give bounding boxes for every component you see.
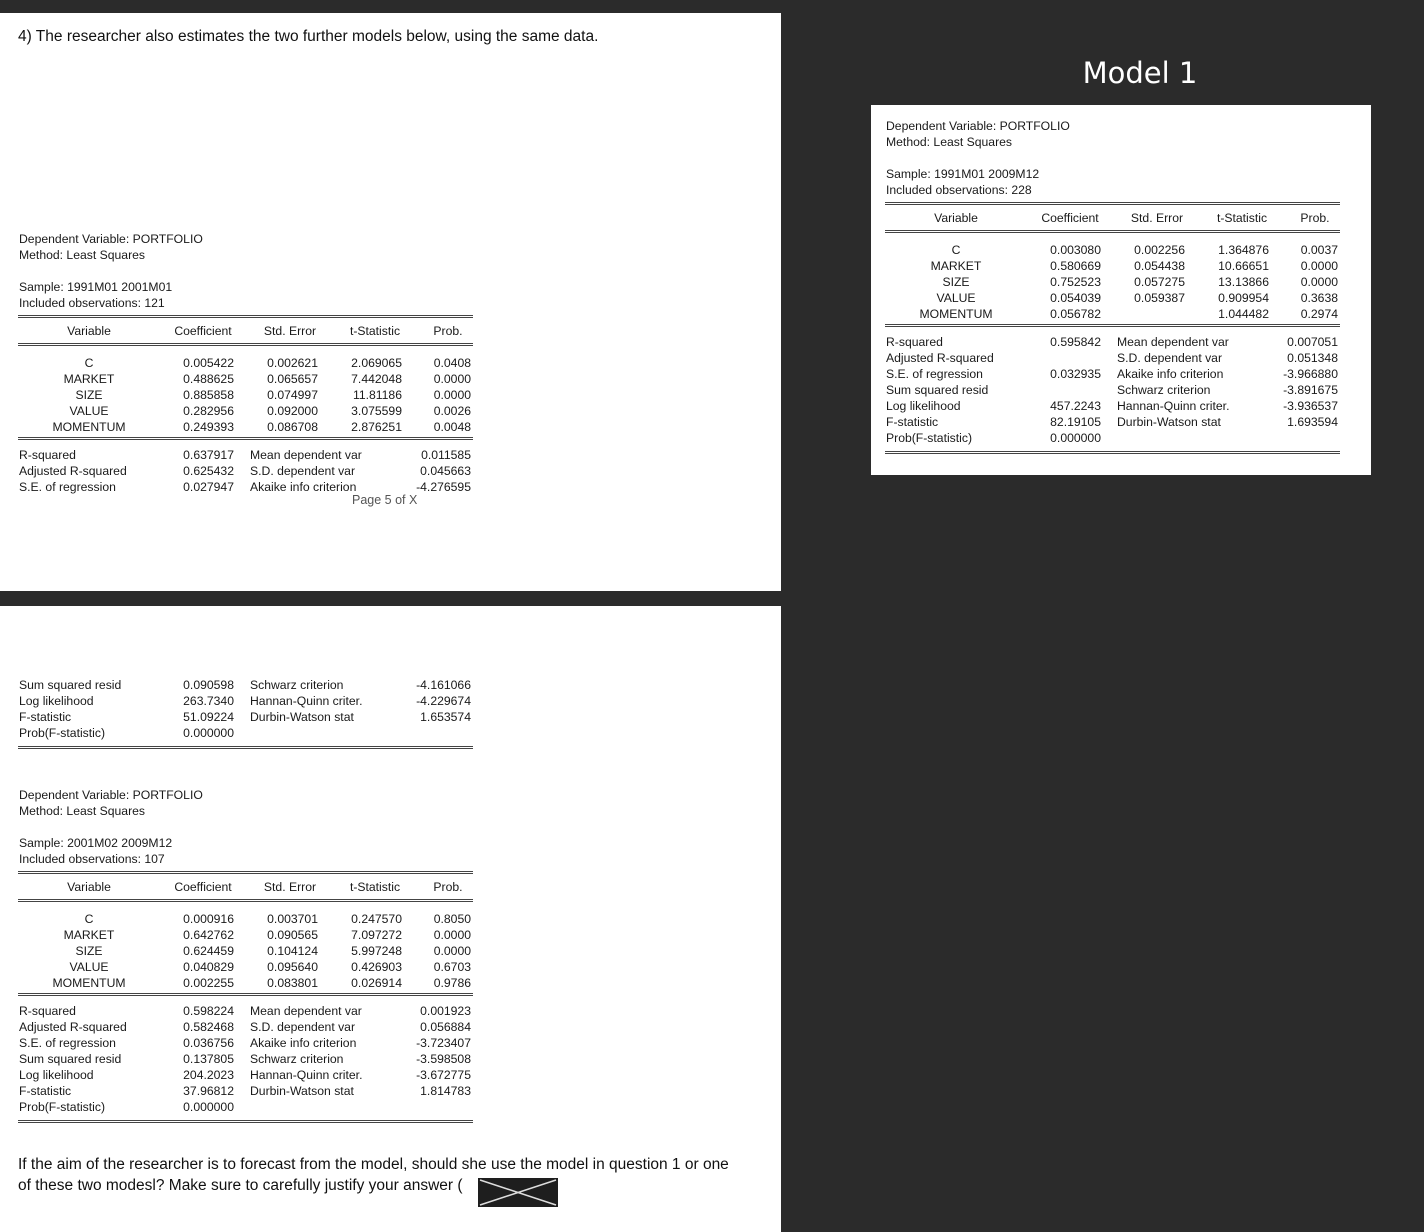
question-text-line-2: of these two modesl? Make sure to carefully justify your answer ( (18, 1177, 463, 1194)
model1-cell-t-statistic: 1.044482 (1218, 307, 1269, 321)
reg1-bottom-rule (18, 746, 473, 749)
model1-cell-std-error: 0.054438 (1134, 259, 1185, 273)
reg2-cell-coefficient: 0.040829 (183, 960, 234, 974)
model1-header-coefficient: Coefficient (1041, 211, 1099, 225)
reg2-stat-label: Log likelihood (19, 1068, 94, 1082)
reg2-stat2-value: 0.001923 (420, 1004, 471, 1018)
reg1-cell-coefficient: 0.885858 (183, 388, 234, 402)
reg1-header-t-statistic: t-Statistic (349, 324, 401, 338)
reg2-body-rule (18, 993, 473, 996)
reg1-cont-stat2-value: -4.229674 (416, 694, 471, 708)
reg1-cont-stat-value: 51.09224 (183, 710, 234, 724)
model1-cell-prob: 0.3638 (1300, 291, 1338, 305)
reg2-method: Method: Least Squares (19, 804, 146, 818)
reg1-header-coefficient: Coefficient (174, 324, 232, 338)
model1-stat-label: R-squared (886, 335, 943, 349)
reg1-stat-label: S.E. of regression (19, 480, 116, 494)
reg2-cell-std-error: 0.095640 (267, 960, 318, 974)
reg2-header-t-statistic: t-Statistic (349, 880, 401, 894)
reg1-stat2-label: Mean dependent var (250, 448, 362, 462)
reg1-header-variable: Variable (67, 324, 111, 338)
reg2-cell-std-error: 0.090565 (267, 928, 318, 942)
reg2-cell-prob: 0.0000 (433, 928, 471, 942)
model1-stat2-label: Schwarz criterion (1117, 383, 1211, 397)
reg1-row-variable: C (84, 356, 94, 370)
reg2-top-rule (18, 871, 473, 874)
model1-header-rule (885, 230, 1340, 233)
reg1-cont-stat2-label: Schwarz criterion (250, 678, 344, 692)
reg2-stat2-label: Akaike info criterion (250, 1036, 357, 1050)
reg2-stat2-label: Mean dependent var (250, 1004, 362, 1018)
reg2-stat-label: F-statistic (19, 1084, 72, 1098)
model1-stat-label: Log likelihood (886, 399, 961, 413)
model1-stat-label: F-statistic (886, 415, 939, 429)
model1-cell-t-statistic: 0.909954 (1218, 291, 1269, 305)
reg1-row-variable: SIZE (75, 388, 103, 402)
reg2-stat-value: 0.036756 (183, 1036, 234, 1050)
reg1-cell-coefficient: 0.488625 (183, 372, 234, 386)
model1-stat-label: Sum squared resid (886, 383, 989, 397)
reg2-dependent-variable: Dependent Variable: PORTFOLIO (19, 788, 203, 802)
reg2-bottom-rule (18, 1120, 473, 1123)
reg2-cell-prob: 0.0000 (433, 944, 471, 958)
reg2-stat-value: 0.000000 (183, 1100, 234, 1114)
model1-top-rule (885, 202, 1340, 205)
reg2-cell-t-statistic: 7.097272 (351, 928, 402, 942)
reg1-cell-std-error: 0.065657 (267, 372, 318, 386)
model1-header-t-statistic: t-Statistic (1216, 211, 1268, 225)
reg1-cell-t-statistic: 7.442048 (351, 372, 402, 386)
reg1-stat2-label: S.D. dependent var (250, 464, 356, 478)
model1-stat-label: S.E. of regression (886, 367, 983, 381)
model1-stat-value: 457.2243 (1050, 399, 1101, 413)
reg2-stat-value: 204.2023 (183, 1068, 234, 1082)
reg1-cont-stat2-value: -4.161066 (416, 678, 471, 692)
reg1-cell-std-error: 0.092000 (267, 404, 318, 418)
reg1-cell-t-statistic: 2.069065 (351, 356, 402, 370)
reg1-sample: Sample: 1991M01 2001M01 (19, 280, 173, 294)
reg2-cell-t-statistic: 5.997248 (351, 944, 402, 958)
reg2-header-prob: Prob. (433, 880, 463, 894)
page-footer: Page 5 of X (352, 493, 418, 507)
reg1-cont-stat-value: 0.000000 (183, 726, 234, 740)
model1-cell-prob: 0.0000 (1300, 259, 1338, 273)
model1-cell-prob: 0.0000 (1300, 275, 1338, 289)
reg2-cell-prob: 0.9786 (433, 976, 471, 990)
reg1-stat2-value: 0.045663 (420, 464, 471, 478)
model1-stat2-label: Akaike info criterion (1117, 367, 1224, 381)
model1-sample: Sample: 1991M01 2009M12 (886, 167, 1040, 181)
reg1-header-rule (18, 343, 473, 346)
reg1-cont-stat-label: Sum squared resid (19, 678, 122, 692)
reg2-cell-t-statistic: 0.247570 (351, 912, 402, 926)
model1-cell-std-error: 0.002256 (1134, 243, 1185, 257)
model1-body-rule (885, 324, 1340, 327)
model1-header-std-error: Std. Error (1130, 211, 1184, 225)
reg2-stat2-label: Schwarz criterion (250, 1052, 344, 1066)
model1-stat2-label: Hannan-Quinn criter. (1117, 399, 1230, 413)
model1-stat2-value: -3.891675 (1283, 383, 1338, 397)
reg2-cell-coefficient: 0.002255 (183, 976, 234, 990)
reg1-dependent-variable: Dependent Variable: PORTFOLIO (19, 232, 203, 246)
reg1-stat-value: 0.625432 (183, 464, 234, 478)
reg2-cell-coefficient: 0.000916 (183, 912, 234, 926)
reg2-stat2-value: 1.814783 (420, 1084, 471, 1098)
reg2-cell-t-statistic: 0.426903 (351, 960, 402, 974)
reg2-stat2-label: Durbin-Watson stat (250, 1084, 354, 1098)
reg1-header-prob: Prob. (433, 324, 463, 338)
model1-stat2-label: Durbin-Watson stat (1117, 415, 1221, 429)
reg1-body-rule (18, 437, 473, 440)
reg1-cell-std-error: 0.002621 (267, 356, 318, 370)
reg2-stat-label: R-squared (19, 1004, 76, 1018)
reg1-stat2-label: Akaike info criterion (250, 480, 357, 494)
reg1-cont-stat2-label: Hannan-Quinn criter. (250, 694, 363, 708)
model1-stat-label: Adjusted R-squared (886, 351, 994, 365)
reg2-cell-std-error: 0.083801 (267, 976, 318, 990)
reg2-header-std-error: Std. Error (263, 880, 317, 894)
reg2-stat2-value: 0.056884 (420, 1020, 471, 1034)
reg2-row-variable: C (84, 912, 94, 926)
reg1-cell-t-statistic: 2.876251 (351, 420, 402, 434)
reg2-row-variable: MARKET (63, 928, 115, 942)
reg2-observations: Included observations: 107 (19, 852, 165, 866)
reg2-header-coefficient: Coefficient (174, 880, 232, 894)
reg1-observations: Included observations: 121 (19, 296, 165, 310)
reg1-row-variable: MARKET (63, 372, 115, 386)
model1-header-prob: Prob. (1300, 211, 1330, 225)
model1-cell-prob: 0.2974 (1300, 307, 1338, 321)
reg1-row-variable: MOMENTUM (52, 420, 126, 434)
reg1-cell-coefficient: 0.249393 (183, 420, 234, 434)
reg1-cell-coefficient: 0.005422 (183, 356, 234, 370)
model1-method: Method: Least Squares (886, 135, 1013, 149)
model1-row-variable: SIZE (942, 275, 970, 289)
reg2-stat2-value: -3.723407 (416, 1036, 471, 1050)
reg2-stat-label: Prob(F-statistic) (19, 1100, 105, 1114)
reg2-stat-value: 0.137805 (183, 1052, 234, 1066)
reg1-cell-t-statistic: 3.075599 (351, 404, 402, 418)
reg2-cell-t-statistic: 0.026914 (351, 976, 402, 990)
model1-cell-t-statistic: 13.13866 (1218, 275, 1269, 289)
reg2-cell-std-error: 0.003701 (267, 912, 318, 926)
reg2-cell-prob: 0.8050 (433, 912, 471, 926)
reg1-row-variable: VALUE (69, 404, 109, 418)
model1-stat2-value: -3.936537 (1283, 399, 1338, 413)
model1-stat2-value: 1.693594 (1287, 415, 1338, 429)
model1-header-variable: Variable (934, 211, 978, 225)
reg2-stat-label: Sum squared resid (19, 1052, 122, 1066)
reg1-cont-stat2-value: 1.653574 (420, 710, 471, 724)
reg1-stat-value: 0.027947 (183, 480, 234, 494)
model1-cell-t-statistic: 1.364876 (1218, 243, 1269, 257)
model1-cell-prob: 0.0037 (1300, 243, 1338, 257)
model1-observations: Included observations: 228 (886, 183, 1032, 197)
reg2-stat-label: Adjusted R-squared (19, 1020, 127, 1034)
model1-cell-t-statistic: 10.66651 (1218, 259, 1269, 273)
reg1-cont-stat-value: 263.7340 (183, 694, 234, 708)
model1-stat2-value: -3.966880 (1283, 367, 1338, 381)
reg2-stat2-value: -3.598508 (416, 1052, 471, 1066)
model1-bottom-rule (885, 451, 1340, 454)
reg1-cont-stat-label: Prob(F-statistic) (19, 726, 105, 740)
model1-stat2-value: 0.007051 (1287, 335, 1338, 349)
reg2-cell-std-error: 0.104124 (267, 944, 318, 958)
model1-row-variable: VALUE (936, 291, 976, 305)
model1-stat-label: Prob(F-statistic) (886, 431, 972, 445)
redaction-box (478, 1178, 558, 1207)
model1-dependent-variable: Dependent Variable: PORTFOLIO (886, 119, 1070, 133)
question-text-line-1: If the aim of the researcher is to forecast from the model, should she use the model in question 1 or one (18, 1156, 729, 1173)
reg1-top-rule (18, 315, 473, 318)
reg1-cont-stat2-label: Durbin-Watson stat (250, 710, 354, 724)
model1-row-variable: MARKET (930, 259, 982, 273)
model1-stat-value: 0.000000 (1050, 431, 1101, 445)
reg1-stat-label: Adjusted R-squared (19, 464, 127, 478)
reg1-cell-prob: 0.0026 (433, 404, 471, 418)
model1-cell-coefficient: 0.003080 (1050, 243, 1101, 257)
reg1-stat2-value: 0.011585 (421, 448, 471, 462)
reg1-stat-value: 0.637917 (183, 448, 234, 462)
reg2-stat-value: 0.598224 (183, 1004, 234, 1018)
reg2-stat-value: 0.582468 (183, 1020, 234, 1034)
reg1-cell-prob: 0.0000 (433, 388, 471, 402)
reg1-stat-label: R-squared (19, 448, 76, 462)
reg1-method: Method: Least Squares (19, 248, 146, 262)
model1-stat-value: 0.032935 (1050, 367, 1101, 381)
reg2-cell-prob: 0.6703 (433, 960, 471, 974)
reg1-cell-prob: 0.0048 (433, 420, 471, 434)
question-intro: 4) The researcher also estimates the two further models below, using the same data. (18, 28, 599, 45)
reg2-sample: Sample: 2001M02 2009M12 (19, 836, 173, 850)
reg2-row-variable: VALUE (69, 960, 109, 974)
reg2-stat-value: 37.96812 (183, 1084, 234, 1098)
reg2-stat2-value: -3.672775 (416, 1068, 471, 1082)
model1-cell-std-error: 0.059387 (1134, 291, 1185, 305)
model1-stat2-label: Mean dependent var (1117, 335, 1229, 349)
reg2-row-variable: MOMENTUM (52, 976, 126, 990)
model1-row-variable: C (951, 243, 961, 257)
reg1-cont-stat-value: 0.090598 (183, 678, 234, 692)
model1-stat-value: 0.595842 (1050, 335, 1101, 349)
model1-cell-coefficient: 0.056782 (1050, 307, 1101, 321)
model1-row-variable: MOMENTUM (919, 307, 993, 321)
reg1-header-std-error: Std. Error (263, 324, 317, 338)
model1-stat2-value: 0.051348 (1287, 351, 1338, 365)
reg1-cell-prob: 0.0408 (433, 356, 471, 370)
reg2-stat-label: S.E. of regression (19, 1036, 116, 1050)
reg1-cont-stat-label: Log likelihood (19, 694, 94, 708)
reg2-stat2-label: S.D. dependent var (250, 1020, 356, 1034)
model1-cell-coefficient: 0.054039 (1050, 291, 1101, 305)
reg2-header-variable: Variable (67, 880, 111, 894)
reg2-cell-coefficient: 0.642762 (183, 928, 234, 942)
reg1-cont-stat-label: F-statistic (19, 710, 72, 724)
reg1-cell-t-statistic: 11.81186 (352, 388, 402, 402)
reg1-cell-std-error: 0.086708 (267, 420, 318, 434)
model1-cell-coefficient: 0.580669 (1050, 259, 1101, 273)
reg2-header-rule (18, 899, 473, 902)
reg1-cell-prob: 0.0000 (433, 372, 471, 386)
reg2-row-variable: SIZE (75, 944, 103, 958)
model1-stat-value: 82.19105 (1050, 415, 1101, 429)
reg2-stat2-label: Hannan-Quinn criter. (250, 1068, 363, 1082)
reg2-cell-coefficient: 0.624459 (183, 944, 234, 958)
reg1-stat2-value: -4.276595 (416, 480, 471, 494)
model-1-title: Model 1 (1082, 56, 1198, 90)
model1-cell-coefficient: 0.752523 (1050, 275, 1101, 289)
model1-cell-std-error: 0.057275 (1134, 275, 1185, 289)
reg1-cell-std-error: 0.074997 (267, 388, 318, 402)
reg1-cell-coefficient: 0.282956 (183, 404, 234, 418)
model1-stat2-label: S.D. dependent var (1117, 351, 1223, 365)
